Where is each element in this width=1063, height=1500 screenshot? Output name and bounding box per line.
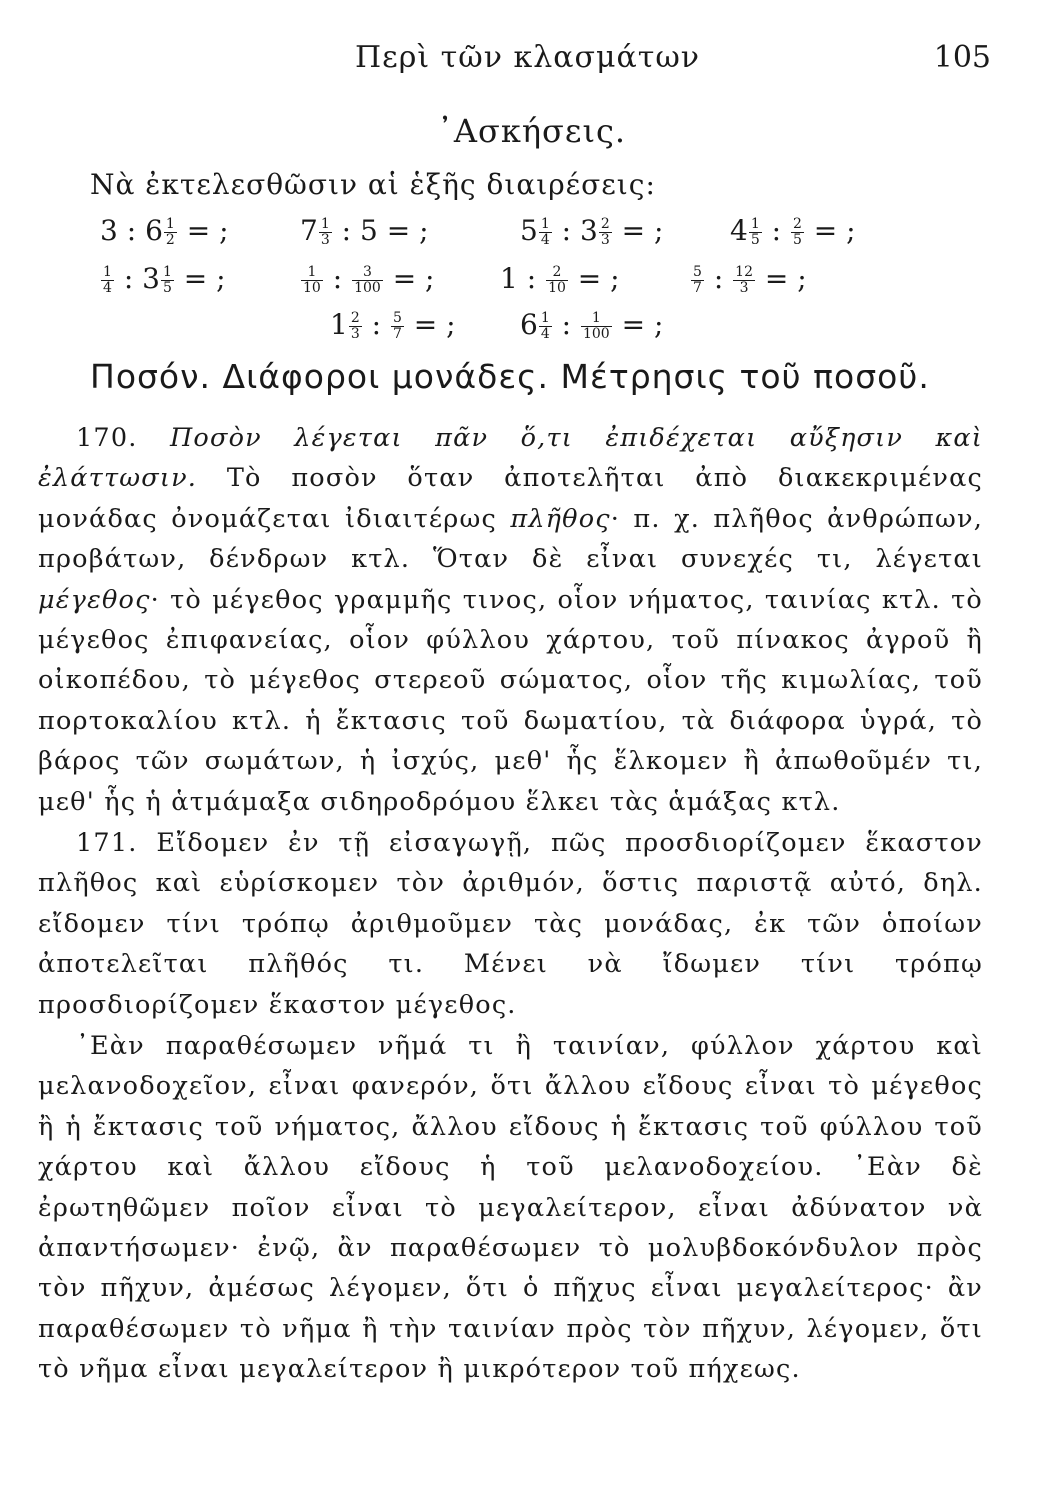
exercises-title: ᾿Ασκήσεις. [436, 112, 627, 150]
term-italic: πλῆθος [510, 503, 611, 534]
denominator: 5 [162, 280, 172, 296]
paragraph-text: ᾿Εὰν παραθέσωμεν νῆμά τι ἢ ταινίαν, φύλλον χάρτου καὶ μελανοδοχεῖον, εἶναι φανερόν, ὅτι ἄλλου εἴδους εἶναι τὸ μέγεθος ἢ ἡ ἔκτασις τοῦ νήματος, ἄλλου εἴδους ἡ ἔκτασις τοῦ φύλλου τοῦ χάρτου καὶ ἄλλου εἴδους ἡ τοῦ μελανοδοχείου. ᾿Εὰν δὲ ἐρωτηθῶμεν ποῖον εἶναι τὸ μεγαλείτερον, εἶναι ἀδύνατον νὰ ἀπαντήσωμεν· ἐνῷ, ἂν παραθέσωμεν τὸ μολυβδοκόνδυλον πρὸς τὸν πῆχυν, ἀμέσως λέγομεν, ὅτι ὁ πῆχυς εἶναι μεγαλείτερος· ἂν παραθέσωμεν τὸ νῆμα ἢ τὴν ταινίαν πρὸς τὸν πῆχυν, λέγομεν, ὅτι τὸ νῆμα εἶναι μεγαλείτερον ἢ μικρότερον τοῦ πήχεως. [38, 1031, 983, 1385]
whole-number: 6 [145, 214, 163, 247]
division-exercise [100, 214, 229, 248]
equals-sign: = ; [404, 308, 456, 341]
numerator: 1 [162, 264, 172, 280]
numerator: 1 [301, 265, 323, 281]
equals-sign: = ; [568, 262, 620, 295]
fraction [599, 217, 612, 248]
fraction [391, 311, 404, 342]
fraction [791, 217, 804, 248]
paragraph-text: · τὸ μέγεθος γραμμῆς τινος, οἷον νήματος, ταινίας κτλ. τὸ μέγεθος ἐπιφανείας, οἷον φύλλου χάρτου, τοῦ πίνακος ἀγροῦ ἢ οἰκοπέδου, τὸ μέγεθος στερεοῦ σώματος, οἷον τῆς κιμωλίας, τοῦ πορτοκαλίου κτλ. ἡ ἔκτασις τοῦ δωματίου, τὰ διάφορα ὑγρά, τὸ βάρος τῶν σωμάτων, ἡ ἰσχύς, μεθ' ἧς ἕλκομεν ἢ ἀπωθοῦμέν τι, μεθ' ἧς ἡ ἁτμάμαξα σιδηροδρόμου ἕλκει τὰς ἁμάξας κτλ. [38, 584, 983, 817]
exercise-row-2 [0, 262, 1063, 308]
division-sign: : [517, 262, 546, 295]
fraction [319, 217, 332, 248]
fraction [352, 265, 383, 296]
equals-sign: = ; [804, 214, 856, 247]
numerator: 5 [693, 264, 702, 280]
denominator: 4 [540, 326, 550, 342]
whole-number: 3 [100, 214, 118, 247]
denominator: 7 [392, 326, 402, 342]
division-exercise [100, 262, 226, 296]
exercise-row-3 [0, 308, 1063, 354]
division-sign: : [332, 214, 360, 247]
fraction [164, 217, 177, 248]
paragraph-text: Τὸ ποσὸν ὅταν ἀποτελῆται ἀπὸ διακεκριμένας μονάδας ὀνομάζεται ἰδιαιτέρως [38, 463, 983, 534]
section-heading: Ποσόν. Διάφοροι μονάδες. Μέτρησις τοῦ ποσοῦ. [90, 357, 930, 396]
running-header [0, 40, 1063, 80]
numerator: 1 [320, 216, 330, 232]
division-sign: : [362, 308, 390, 341]
fraction [691, 265, 704, 296]
whole-number: 1 [330, 308, 348, 341]
equals-sign: = ; [377, 214, 429, 247]
denominator: 10 [548, 280, 566, 296]
fraction [581, 311, 612, 342]
fraction [161, 265, 174, 296]
fraction [733, 265, 755, 296]
fraction [546, 265, 568, 296]
equals-sign: = ; [174, 262, 226, 295]
denominator: 3 [600, 232, 610, 248]
division-sign: : [704, 262, 733, 295]
numerator: 2 [546, 265, 568, 281]
fraction [101, 265, 114, 296]
numerator: 1 [103, 264, 112, 280]
whole-number: 4 [730, 214, 748, 247]
numerator: 1 [750, 216, 760, 232]
fraction [301, 265, 323, 296]
equals-sign: = ; [612, 214, 664, 247]
whole-number: 5 [520, 214, 538, 247]
fraction [539, 311, 552, 342]
division-exercise [300, 214, 429, 248]
denominator: 4 [540, 232, 550, 248]
denominator: 3 [739, 280, 749, 296]
numerator: 1 [165, 216, 175, 232]
equals-sign: = ; [755, 262, 807, 295]
division-exercise [730, 214, 856, 248]
division-exercise [520, 308, 663, 342]
division-exercise [330, 308, 456, 342]
exercise-row-1 [0, 214, 1063, 260]
fraction [349, 311, 362, 342]
exercises-intro: Νὰ ἐκτελεσθῶσιν αἱ ἑξῆς διαιρέσεις: [90, 168, 656, 201]
term-italic: μέγεθος [38, 584, 151, 615]
whole-number: 3 [142, 262, 160, 295]
paragraph-comparison [38, 1026, 983, 1390]
paragraph-text: Εἴδομεν ἐν τῇ εἰσαγωγῇ, πῶς προσδιορίζομεν ἕκαστον πλῆθος καὶ εὑρίσκομεν τὸν ἀριθμόν, ὅστις παριστᾷ αὐτό, δηλ. εἴδομεν τίνι τρόπῳ ἀριθμοῦμεν τὰς μονάδας, ἐκ τῶν ὁποίων ἀποτελεῖται πλῆθός τι. Μένει νὰ ἴδωμεν τίνι τρόπῳ προσδιορίζομεν ἕκαστον μέγεθος. [38, 828, 983, 1020]
fraction [539, 217, 552, 248]
numerator: 1 [581, 311, 612, 327]
whole-number: 6 [520, 308, 538, 341]
denominator: 4 [103, 280, 112, 296]
division-exercise [690, 262, 807, 296]
division-sign: : [552, 308, 580, 341]
paragraph-number: 171. [76, 828, 138, 858]
denominator: 3 [350, 326, 360, 342]
division-exercise [520, 214, 663, 248]
paragraph-171 [38, 823, 983, 1025]
division-sign: : [114, 262, 143, 295]
paragraph-number: 170. [76, 423, 138, 453]
denominator: 5 [750, 232, 760, 248]
page-number: 105 [933, 40, 991, 75]
division-exercise [300, 262, 435, 296]
whole-number: 1 [500, 262, 518, 295]
paragraph-170 [38, 418, 983, 822]
equals-sign: = ; [612, 308, 664, 341]
denominator: 100 [582, 326, 610, 342]
definition-italic: Ποσὸν λέγεται πᾶν ὅ,τι ἐπιδέχεται αὔξησιν καὶ ἐλάττωσιν. [38, 423, 983, 494]
division-sign: : [552, 214, 580, 247]
paragraph-text: · π. χ. πλῆθος ἀνθρώπων, προβάτων, δένδρων κτλ. Ὅταν δὲ εἶναι συνεχές τι, λέγεται [38, 503, 983, 575]
denominator: 3 [320, 232, 330, 248]
denominator: 10 [303, 280, 321, 296]
whole-number: 5 [359, 214, 378, 247]
equals-sign: = ; [383, 262, 435, 295]
division-sign: : [323, 262, 352, 295]
denominator: 100 [354, 280, 381, 296]
numerator: 2 [600, 216, 610, 232]
denominator: 7 [693, 280, 702, 296]
numerator: 12 [735, 264, 753, 280]
division-sign: : [117, 214, 146, 247]
fraction [749, 217, 762, 248]
denominator: 5 [792, 232, 802, 248]
division-exercise [500, 262, 620, 296]
whole-number: 3 [579, 214, 598, 247]
numerator: 2 [792, 216, 802, 232]
numerator: 2 [350, 310, 360, 326]
numerator: 3 [352, 265, 383, 281]
whole-number: 7 [300, 214, 318, 247]
running-title: Περὶ τῶν κλασμάτων [355, 40, 701, 75]
division-sign: : [762, 214, 790, 247]
numerator: 1 [540, 310, 550, 326]
numerator: 5 [392, 310, 402, 326]
equals-sign: = ; [177, 214, 229, 247]
numerator: 1 [540, 216, 550, 232]
denominator: 2 [165, 232, 175, 248]
